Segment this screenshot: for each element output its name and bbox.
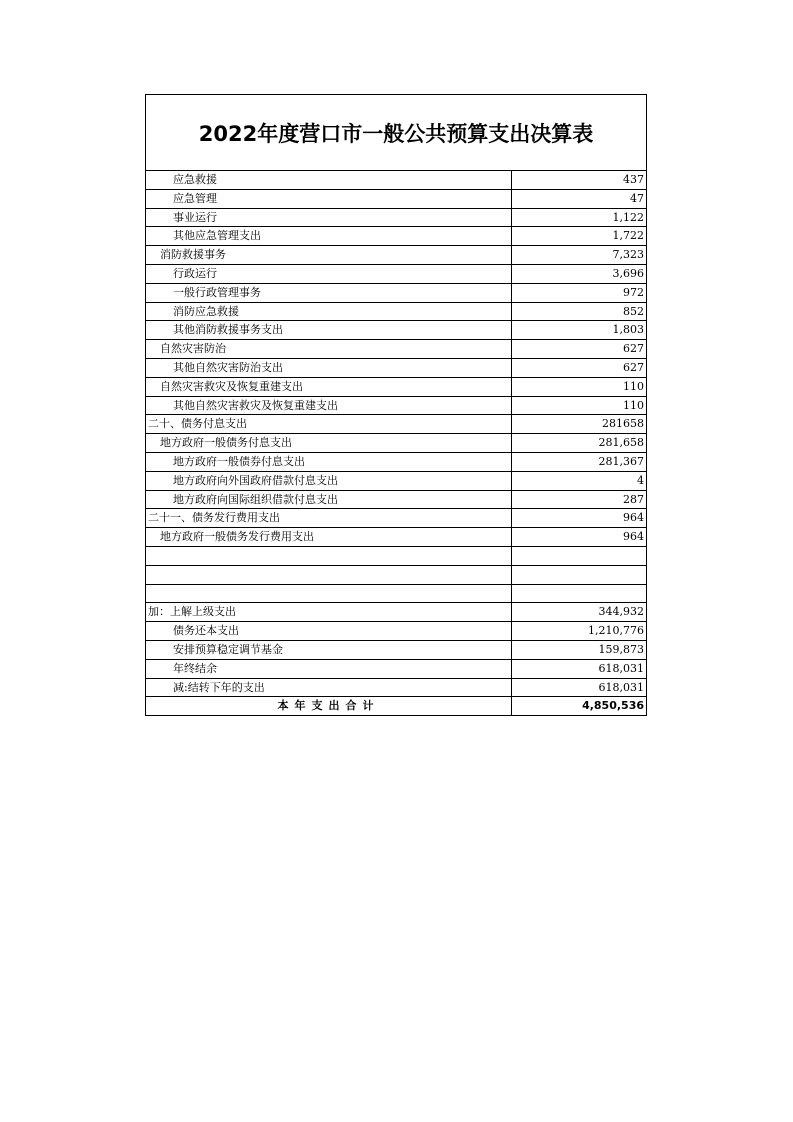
table-row bbox=[146, 490, 646, 509]
table-row bbox=[146, 565, 646, 584]
row-value: 110 bbox=[512, 396, 647, 415]
row-value bbox=[512, 584, 647, 603]
row-value: 287 bbox=[512, 490, 647, 509]
row-label: 行政运行 bbox=[146, 264, 512, 283]
table-row bbox=[146, 377, 646, 396]
row-label: 减:结转下年的支出 bbox=[146, 678, 512, 697]
row-value: 437 bbox=[512, 171, 647, 189]
row-value: 852 bbox=[512, 302, 647, 321]
table-row bbox=[146, 302, 646, 321]
row-label: 地方政府一般债券付息支出 bbox=[146, 452, 512, 471]
row-value: 281658 bbox=[512, 415, 647, 434]
row-label: 债务还本支出 bbox=[146, 622, 512, 641]
expenditure-table bbox=[146, 171, 646, 715]
row-label: 消防救援事务 bbox=[146, 246, 512, 265]
row-label: 其他自然灾害防治支出 bbox=[146, 358, 512, 377]
table-row bbox=[146, 396, 646, 415]
row-label: 加：上解上级支出 bbox=[146, 603, 512, 622]
table-row bbox=[146, 622, 646, 641]
row-label: 其他应急管理支出 bbox=[146, 227, 512, 246]
row-value: 281,367 bbox=[512, 452, 647, 471]
budget-table-sheet bbox=[145, 94, 647, 716]
row-value: 344,932 bbox=[512, 603, 647, 622]
table-row bbox=[146, 264, 646, 283]
row-value: 1,803 bbox=[512, 321, 647, 340]
row-label: 应急救援 bbox=[146, 171, 512, 189]
table-row bbox=[146, 358, 646, 377]
table-row bbox=[146, 283, 646, 302]
row-value: 1,122 bbox=[512, 208, 647, 227]
row-label: 二十、债务付息支出 bbox=[146, 415, 512, 434]
row-label: 其他消防救援事务支出 bbox=[146, 321, 512, 340]
table-row bbox=[146, 509, 646, 528]
table-row bbox=[146, 471, 646, 490]
row-value: 110 bbox=[512, 377, 647, 396]
row-label: 事业运行 bbox=[146, 208, 512, 227]
row-value: 964 bbox=[512, 509, 647, 528]
row-value: 972 bbox=[512, 283, 647, 302]
table-row bbox=[146, 208, 646, 227]
row-value bbox=[512, 565, 647, 584]
row-value bbox=[512, 546, 647, 565]
table-row bbox=[146, 546, 646, 565]
row-label: 二十一、债务发行费用支出 bbox=[146, 509, 512, 528]
table-row bbox=[146, 340, 646, 359]
row-label: 消防应急救援 bbox=[146, 302, 512, 321]
row-value: 627 bbox=[512, 340, 647, 359]
row-value: 4 bbox=[512, 471, 647, 490]
table-row bbox=[146, 528, 646, 547]
row-label: 地方政府一般债务发行费用支出 bbox=[146, 528, 512, 547]
table-row bbox=[146, 171, 646, 189]
total-row bbox=[146, 697, 646, 715]
table-row bbox=[146, 321, 646, 340]
total-value: 4,850,536 bbox=[582, 699, 644, 713]
row-label bbox=[146, 584, 512, 603]
table-row bbox=[146, 246, 646, 265]
row-value: 618,031 bbox=[512, 678, 647, 697]
row-value: 618,031 bbox=[512, 659, 647, 678]
row-value: 964 bbox=[512, 528, 647, 547]
row-label: 自然灾害防治 bbox=[146, 340, 512, 359]
row-label bbox=[146, 546, 512, 565]
row-label: 地方政府一般债务付息支出 bbox=[146, 434, 512, 453]
table-row bbox=[146, 227, 646, 246]
table-row bbox=[146, 584, 646, 603]
total-label: 本年支出合计 bbox=[146, 697, 512, 715]
row-value: 1,210,776 bbox=[512, 622, 647, 641]
row-value: 3,696 bbox=[512, 264, 647, 283]
row-label: 应急管理 bbox=[146, 189, 512, 208]
row-label: 自然灾害救灾及恢复重建支出 bbox=[146, 377, 512, 396]
table-row bbox=[146, 415, 646, 434]
table-row bbox=[146, 452, 646, 471]
row-value: 1,722 bbox=[512, 227, 647, 246]
row-label: 地方政府向国际组织借款付息支出 bbox=[146, 490, 512, 509]
table-row bbox=[146, 659, 646, 678]
row-label: 地方政府向外国政府借款付息支出 bbox=[146, 471, 512, 490]
row-value: 627 bbox=[512, 358, 647, 377]
row-value: 281,658 bbox=[512, 434, 647, 453]
table-row bbox=[146, 678, 646, 697]
table-row bbox=[146, 603, 646, 622]
row-label: 一般行政管理事务 bbox=[146, 283, 512, 302]
row-label bbox=[146, 565, 512, 584]
row-label: 其他自然灾害救灾及恢复重建支出 bbox=[146, 396, 512, 415]
table-row bbox=[146, 189, 646, 208]
row-value: 47 bbox=[512, 189, 647, 208]
row-value: 7,323 bbox=[512, 246, 647, 265]
row-label: 年终结余 bbox=[146, 659, 512, 678]
table-row bbox=[146, 640, 646, 659]
title-cell bbox=[146, 95, 646, 171]
row-value: 159,873 bbox=[512, 640, 647, 659]
page-title: 2022年度营口市一般公共预算支出决算表 bbox=[198, 121, 594, 146]
row-label: 安排预算稳定调节基金 bbox=[146, 640, 512, 659]
table-row bbox=[146, 434, 646, 453]
